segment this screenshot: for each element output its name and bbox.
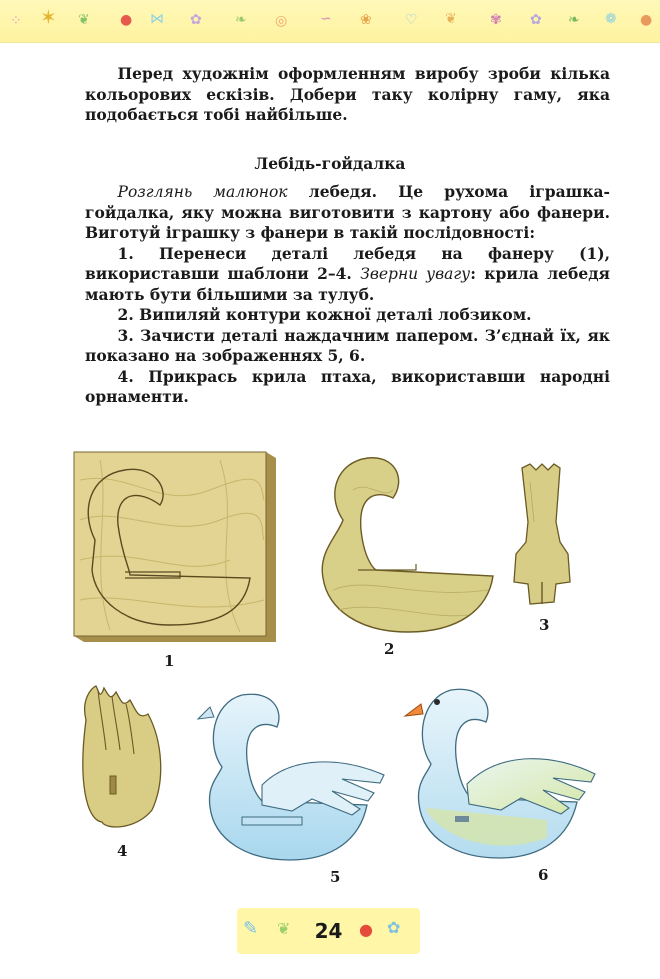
instructions-intro-text: лебедя. Це рухома іграшка-гойдалка, яку можна виготовити з картону або фанери. Виготуй іграшку з фанери в такій послідовності:	[85, 182, 610, 242]
figure-label-2: 2	[384, 640, 395, 658]
flower-ornament-icon: ✿	[387, 918, 401, 937]
leaf-ornament-icon: ❦	[277, 919, 291, 938]
instructions-intro	[85, 182, 610, 244]
figure-label-4: 4	[117, 842, 128, 860]
spiral-ornament-icon: ◎	[275, 13, 288, 29]
star-ornament-icon: ✶	[40, 5, 57, 29]
heart-ornament-icon: ♡	[405, 12, 418, 28]
figure-3-stand-part	[508, 462, 580, 612]
intro-paragraph	[85, 64, 610, 126]
flower-ornament-icon: ✿	[530, 12, 542, 28]
figure-label-3: 3	[539, 616, 550, 634]
pencil-ornament-icon: ✎	[243, 918, 259, 939]
leaf-ornament-icon: ❦	[78, 12, 90, 28]
figure-1-plywood-board	[70, 450, 280, 650]
step-1-text-a: 1. Перенеси деталі лебедя на фанеру (1), використавши шаблони 2–4.	[85, 243, 610, 283]
page-number: 24	[314, 919, 343, 943]
step-3: 3. Зачисти деталі наждачним папером. З’єднай їх, як показано на зображеннях 5, 6.	[85, 325, 610, 365]
step-1-text-b: : крила лебедя мають бути більшими за тулуб.	[85, 264, 610, 304]
dot-ornament-icon: ●	[640, 12, 653, 28]
figure-5-assembled-swan	[192, 685, 392, 870]
instructions-intro-italic: Розглянь малюнок	[117, 183, 288, 201]
section-title: Лебідь-гойдалка	[254, 154, 406, 173]
flower-ornament-icon: ❀	[360, 12, 372, 28]
berry-ornament-icon: ●	[120, 12, 133, 28]
top-decorative-band	[0, 0, 660, 43]
bow-ornament-icon: ⋈	[150, 11, 164, 27]
figure-2-swan-body	[298, 450, 503, 640]
intro-text: Перед художнім оформленням виробу зроби кілька кольорових ескізів. Добери таку колірну гаму, яка подобається тобі найбільше.	[85, 64, 610, 124]
figure-6-decorated-swan	[397, 680, 602, 870]
dots-ornament-icon: ⁘	[10, 13, 22, 29]
step-1	[85, 244, 610, 306]
figure-label-5: 5	[330, 868, 341, 886]
footer-band	[237, 908, 420, 954]
leaf-ornament-icon: ❦	[445, 11, 457, 27]
flower-ornament-icon: ✿	[190, 12, 202, 28]
leaf-ornament-icon: ❧	[235, 12, 247, 28]
step-2: 2. Випиляй контури кожної деталі лобзиком.	[117, 305, 532, 324]
figure-label-1: 1	[164, 652, 175, 670]
berry-ornament-icon: ●	[359, 920, 373, 939]
step-1-italic: Зверни увагу	[360, 265, 471, 283]
figure-4-wing-part	[66, 680, 176, 835]
flower-ornament-icon: ❁	[605, 11, 617, 27]
swirl-ornament-icon: ∽	[320, 11, 332, 27]
flower-ornament-icon: ✾	[490, 12, 502, 28]
instructions-block	[85, 182, 610, 408]
step-4: 4. Прикрась крила птаха, використавши народні орнаменти.	[85, 366, 610, 406]
leaf-ornament-icon: ❧	[568, 12, 580, 28]
figure-label-6: 6	[538, 866, 549, 884]
